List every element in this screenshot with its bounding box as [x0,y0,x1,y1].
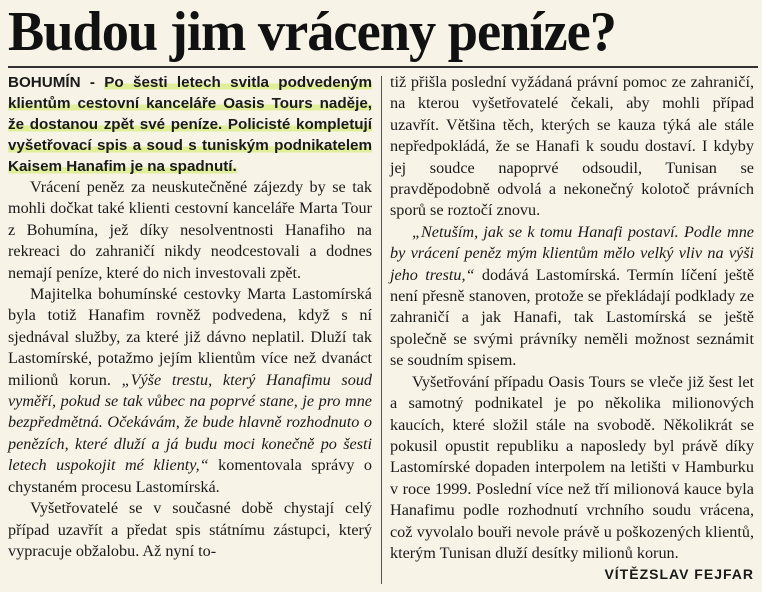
paragraph: tiž přišla poslední vyžádaná právní pomoc ze zahraničí, na kterou vyšetřovatelé čekali, aby mohli případ uzavřít. Většina těch, kterých se kauza týká ale stále nepředpokládá, že se Hanafi k soudu dostaví. I kdyby jej soudce napoprvé odsoudil, Tunisan se pravděpodobně odvolá a nekonečný kolotoč právních sporů se roztočí znovu. [390,73,754,220]
paragraph: Vrácení peněz za neuskutečněné zájezdy by se tak mohli dočkat také klienti cestovní kanceláře Marta Tour z Bohumína, jež díky nesolventnosti Hanafiho na rekreaci do zahraničí nikdy neodcestovali a dodnes nemají peníze, které do nich investovali zpět. [8,178,372,282]
paragraph [390,222,754,372]
paragraph: Vyšetřovatelé se v současné době chystají celý případ uzavřít a předat spis státnímu zástupci, který vypracuje obžalobu. Až nyní to- [8,499,372,560]
paragraph-text: Majitelka bohumínské cestovky Marta Lastomírská byla totiž Hanafim rovněž podvedena, když s ní sjednával služby, za které již dávno neplatil. Dluží tak Lastomírské, potažmo jejím klientům více než dvanáct milionů korun. [8,285,372,389]
column-left [8,72,372,562]
lead-paragraph [8,72,372,177]
lead-text: Po šesti letech svitla podvedeným klientům cestovní kanceláře Oasis Tours naděje, že dostanou zpět své peníze. Policisté kompletují vyšetřovací spis a soud s tuniským podnikatelem Kaisem Hanafim je na spadnutí. [8,74,372,175]
column-divider [381,76,382,584]
paragraph [8,284,372,498]
paragraph-text: Vyšetřování případu Oasis Tours se vleče již šest let a samotný podnikatel je po několika milionových kaucích, které složil stále na svobodě. Několikrát se pokusil opustit republiku a naposledy byl právě díky Lastomírské dopaden interpolem na letišti v Hamburku v roce 1999. Poslední více než tří milionová kauce byla Hanafimu podle rozhodnutí vrchního soudu vrácena, což vyvolalo bouři nevole právě u poškozených klientů, kterým Tunisan dluží desítky milionů korun. [390,372,754,562]
quote: „Netuším, jak se k tomu Hanafi postaví. Podle mne by vrácení peněz mým klientům mělo velký vliv na výši jeho trestu,“ [390,222,754,284]
column-right [390,72,754,586]
byline: VÍTĚZSLAV FEJFAR [604,566,754,583]
paragraph [390,372,754,583]
dateline: BOHUMÍN - [8,74,95,91]
headline: Budou jim vráceny peníze? [8,1,616,63]
quote: „Výše trestu, který Hanafimu soud vyměří, pokud se tak vůbec na poprvé stane, je pro mne bezpředmětná. Očekávám, že bude hlavně rozhodnuto o penězích, které dluží a já budu moci konečně po šesti letech uspokojit mé klienty,“ [8,370,373,475]
headline-rule [8,66,758,68]
paragraph-text: dodává Lastomírská. Termín líčení ještě není přesně stanoven, protože se překládají podklady ze zahraničí a jak Hanafi, tak Lastomírská se ještě společně se svými právníky neměli možnost seznámit se soudním spisem. [390,265,755,370]
paragraph-text: komentovala správy o chystaném procesu Lastomírská. [8,456,373,496]
